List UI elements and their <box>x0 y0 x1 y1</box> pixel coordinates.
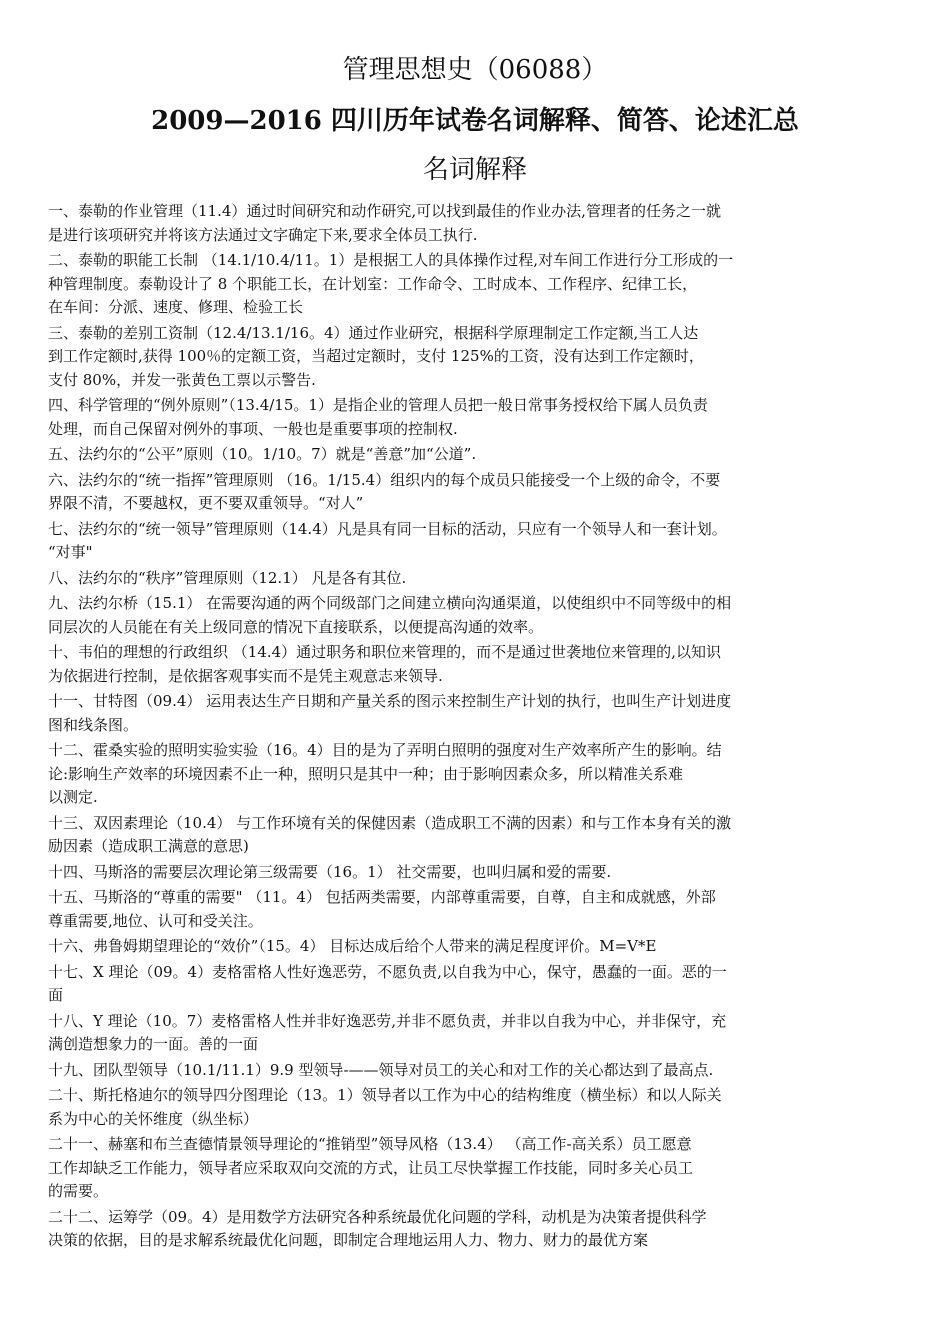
entry-line: 决策的依据，目的是求解系统最优化问题，即制定合理地运用人力、物力、财力的最优方案 <box>48 1231 649 1249</box>
entry-line: 是进行该项研究并将该方法通过文字确定下来,要求全体员工执行. <box>48 225 478 244</box>
term-entry <box>48 739 916 810</box>
entry-text <box>48 518 916 565</box>
term-entry <box>48 567 916 591</box>
entry-line: 系为中心的关怀维度（纵坐标） <box>48 1109 259 1128</box>
entry-line: 九、法约尔桥（15.1） 在需要沟通的两个同级部门之间建立横向沟通渠道，以使组织中不同等级中的相 <box>48 594 732 612</box>
entry-text <box>48 249 916 320</box>
term-definition-list <box>48 200 916 1255</box>
entry-text <box>48 886 916 933</box>
entry-line: 十二、霍桑实验的照明实验实验（16。4）目的是为了弄明白照明的强度对生产效率所产生的影响。结 <box>48 741 722 759</box>
entry-line: 图和线条图。 <box>48 715 139 734</box>
entry-text <box>48 935 916 959</box>
entry-line: 以测定. <box>48 788 98 806</box>
term-entry <box>48 1010 916 1057</box>
entry-text <box>48 567 916 591</box>
entry-text <box>48 200 916 247</box>
entry-line: 界限不清，不要越权，更不要双重领导。“对人” <box>48 494 364 512</box>
entry-text <box>48 961 916 1008</box>
term-entry <box>48 1206 916 1253</box>
entry-line: 十五、马斯洛的“尊重的需要" （11。4） 包括两类需要，内部尊重需要，自尊，自主和成就感，外部 <box>48 888 716 906</box>
term-entry <box>48 518 916 565</box>
entry-line: 十九、团队型领导（10.1/11.1）9.9 型领导-——领导对员工的关心和对工作的关心都达到了最高点. <box>48 1060 714 1079</box>
term-entry <box>48 200 916 247</box>
entry-text <box>48 1010 916 1057</box>
entry-line: 十八、Y 理论（10。7）麦格雷格人性并非好逸恶劳,并非不愿负责，并非以自我为中心，并非保守，充 <box>48 1011 727 1030</box>
term-entry <box>48 935 916 959</box>
term-entry <box>48 322 916 393</box>
entry-line: 十七、X 理论（09。4）麦格雷格人性好逸恶劳，不愿负责,以自我为中心，保守，愚蠢的一面。恶的一 <box>48 962 727 981</box>
entry-line: 面 <box>48 986 64 1004</box>
entry-line: 尊重需要,地位、认可和受关注。 <box>48 911 263 930</box>
entry-line: “对事" <box>48 543 93 561</box>
entry-text <box>48 861 916 885</box>
term-entry <box>48 592 916 639</box>
entry-text <box>48 739 916 810</box>
entry-line: 到工作定额时,获得 100％的定额工资，当超过定额时，支付 125%的工资，没有达到工作定额时， <box>48 347 704 365</box>
entry-text <box>48 1133 916 1204</box>
document-title: 管理思想史（06088） <box>342 55 608 85</box>
term-entry <box>48 641 916 688</box>
term-entry <box>48 394 916 441</box>
entry-line: 二十一、赫塞和布兰查德情景领导理论的“推销型”领导风格（13.4） （高工作-高关系）员工愿意 <box>48 1135 692 1153</box>
entry-text <box>48 394 916 441</box>
entry-text <box>48 1084 916 1131</box>
entry-line: 三、泰勒的差别工资制（12.4/13.1/16。4）通过作业研究，根据科学原理制定工作定额,当工人达 <box>48 323 699 342</box>
term-entry <box>48 886 916 933</box>
entry-line: 处理，而自己保留对例外的事项、一般也是重要事项的控制权. <box>48 419 458 438</box>
entry-text <box>48 469 916 516</box>
entry-line: 的需要。 <box>48 1182 109 1200</box>
entry-line: 十三、双因素理论（10.4） 与工作环境有关的保健因素（造成职工不满的因素）和与工作本身有关的激 <box>48 813 732 832</box>
entry-line: 五、法约尔的“公平”原则（10。1/10。7）就是“善意”加“公道”. <box>48 445 477 463</box>
entry-line: 六、法约尔的“统一指挥”管理原则 （16。1/15.4）组织内的每个成员只能接受一个上级的命令，不要 <box>48 470 721 489</box>
term-entry <box>48 249 916 320</box>
term-entry <box>48 690 916 737</box>
entry-line: 励因素（造成职工满意的意思) <box>48 837 249 855</box>
entry-line: 论:影响生产效率的环境因素不止一种，照明只是其中一种；由于影响因素众多，所以精准关系难 <box>48 764 684 783</box>
entry-line: 四、科学管理的“例外原则”（13.4/15。1）是指企业的管理人员把一般日常事务授权给下属人员负责 <box>48 396 708 414</box>
term-entry <box>48 443 916 467</box>
entry-line: 二十二、运筹学（09。4）是用数学方法研究各种系统最优化问题的学科，动机是为决策者提供科学 <box>48 1207 707 1226</box>
entry-line: 十、韦伯的理想的行政组织 （14.4）通过职务和职位来管理的，而不是通过世袭地位来管理的,以知识 <box>48 643 721 661</box>
entry-line: 八、法约尔的“秩序”管理原则（12.1） 凡是各有其位. <box>48 568 407 587</box>
term-entry <box>48 1133 916 1204</box>
entry-line: 十一、甘特图（09.4） 运用表达生产日期和产量关系的图示来控制生产计划的执行，也叫生产计划进度 <box>48 692 732 710</box>
entry-text <box>48 641 916 688</box>
entry-line: 二十、斯托格迪尔的领导四分图理论（13。1）领导者以工作为中心的结构维度（横坐标）和以人际关 <box>48 1086 722 1104</box>
document-subtitle: 2009—2016 四川历年试卷名词解释、简答、论述汇总 <box>151 106 799 136</box>
term-entry <box>48 1059 916 1083</box>
term-entry <box>48 1084 916 1131</box>
entry-line: 支付 80%，并发一张黄色工票以示警告. <box>48 370 316 389</box>
entry-text <box>48 1206 916 1253</box>
entry-text <box>48 690 916 737</box>
entry-line: 在车间：分派、速度、修理、检验工长 <box>48 298 304 316</box>
entry-text <box>48 812 916 859</box>
section-heading: 名词解释 <box>422 155 527 185</box>
entry-line: 为依据进行控制，是依据客观事实而不是凭主观意志来领导. <box>48 666 443 685</box>
entry-text <box>48 322 916 393</box>
term-entry <box>48 812 916 859</box>
entry-line: 工作却缺乏工作能力，领导者应采取双向交流的方式，让员工尽快掌握工作技能，同时多关心员工 <box>48 1158 694 1177</box>
term-entry <box>48 961 916 1008</box>
entry-text <box>48 1059 916 1083</box>
entry-line: 种管理制度。泰勒设计了 8 个职能工长，在计划室：工作命令、工时成本、工作程序、纪律工长， <box>48 274 698 293</box>
term-entry <box>48 469 916 516</box>
entry-line: 一、泰勒的作业管理（11.4）通过时间研究和动作研究,可以找到最佳的作业办法,管理者的任务之一就 <box>48 202 721 220</box>
term-entry <box>48 861 916 885</box>
entry-line: 十四、马斯洛的需要层次理论第三级需要（16。1） 社交需要，也叫归属和爱的需要. <box>48 862 612 881</box>
entry-line: 二、泰勒的职能工长制 （14.1/10.4/11。1）是根据工人的具体操作过程,对车间工作进行分工形成的一 <box>48 251 734 269</box>
entry-line: 同层次的人员能在有关上级同意的情况下直接联系，以便提高沟通的效率。 <box>48 617 544 636</box>
entry-line: 满创造想象力的一面。善的一面 <box>48 1035 259 1053</box>
entry-text <box>48 443 916 467</box>
entry-text <box>48 592 916 639</box>
entry-line: 七、法约尔的“统一领导”管理原则（14.4）凡是具有同一目标的活动，只应有一个领导人和一套计划。 <box>48 519 727 538</box>
entry-line: 十六、弗鲁姆期望理论的“效价”（15。4） 目标达成后给个人带来的满足程度评价。M=V*E <box>48 937 657 955</box>
